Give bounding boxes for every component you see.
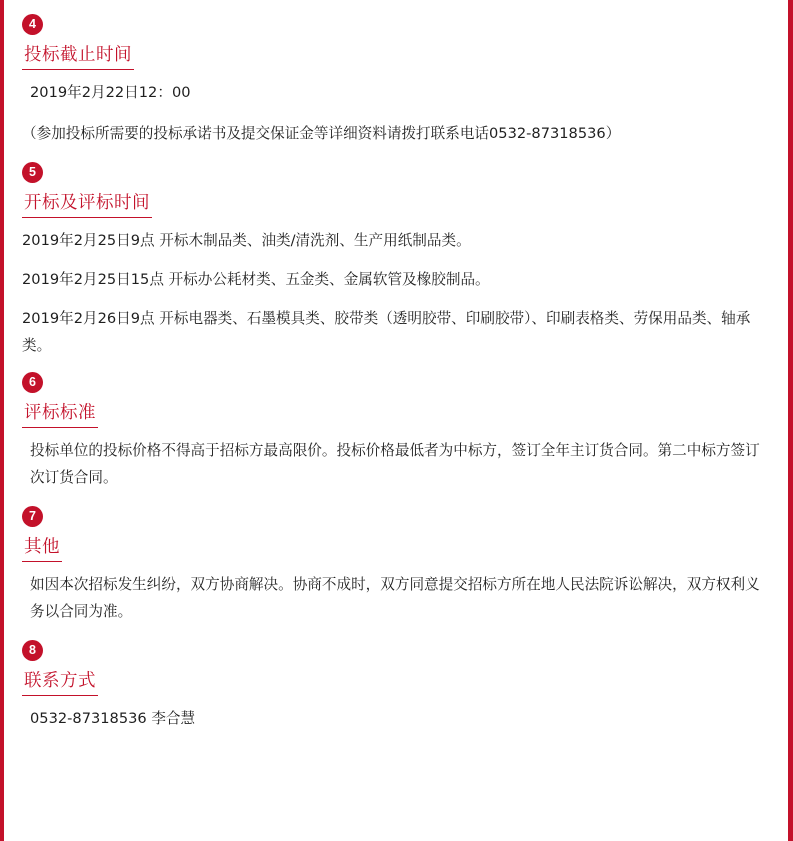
section-paragraph: 2019年2月22日12：00 bbox=[30, 84, 191, 101]
section-paragraph: （参加投标所需要的投标承诺书及提交保证金等详细资料请拨打联系电话0532-87318536） bbox=[22, 124, 621, 142]
section-heading-wrap bbox=[22, 663, 767, 696]
section-paragraph: 2019年2月25日15点 开标办公耗材类、五金类、金属软管及橡胶制品。 bbox=[22, 270, 490, 288]
section-paragraph: 如因本次招标发生纠纷，双方协商解决。协商不成时，双方同意提交招标方所在地人民法院诉讼解决，双方权利义务以合同为准。 bbox=[30, 575, 760, 620]
section-number-row bbox=[22, 14, 767, 35]
section-number-badge: 7 bbox=[22, 506, 43, 527]
section-number-badge: 4 bbox=[22, 14, 43, 35]
right-accent-bar bbox=[788, 0, 793, 841]
section-heading: 投标截止时间 bbox=[22, 39, 134, 70]
section-contact bbox=[22, 640, 767, 733]
section-paragraph: 投标单位的投标价格不得高于招标方最高限价。投标价格最低者为中标方，签订全年主订货合同。第二中标方签订次订货合同。 bbox=[30, 441, 760, 486]
section-heading-wrap bbox=[22, 529, 767, 562]
section-evaluation-criteria bbox=[22, 372, 767, 492]
section-opening-evaluation-time bbox=[22, 162, 767, 360]
section-number-badge: 6 bbox=[22, 372, 43, 393]
section-heading: 评标标准 bbox=[22, 397, 98, 428]
section-number-row bbox=[22, 640, 767, 661]
section-number-row bbox=[22, 372, 767, 393]
section-bid-deadline bbox=[22, 14, 767, 148]
section-heading: 联系方式 bbox=[22, 665, 98, 696]
section-heading: 其他 bbox=[22, 531, 62, 562]
section-heading-wrap bbox=[22, 395, 767, 428]
section-paragraph: 2019年2月25日9点 开标木制品类、油类/清洗剂、生产用纸制品类。 bbox=[22, 231, 471, 249]
section-paragraph: 0532-87318536 李合慧 bbox=[30, 709, 196, 727]
section-number-badge: 5 bbox=[22, 162, 43, 183]
section-heading-wrap bbox=[22, 185, 767, 218]
section-other bbox=[22, 506, 767, 626]
section-number-row bbox=[22, 162, 767, 183]
left-accent-bar bbox=[0, 0, 4, 841]
section-heading: 开标及评标时间 bbox=[22, 187, 152, 218]
section-heading-wrap bbox=[22, 37, 767, 70]
section-number-row bbox=[22, 506, 767, 527]
section-number-badge: 8 bbox=[22, 640, 43, 661]
section-paragraph: 2019年2月26日9点 开标电器类、石墨模具类、胶带类（透明胶带、印刷胶带）、印刷表格类、劳保用品类、轴承类。 bbox=[22, 309, 751, 354]
